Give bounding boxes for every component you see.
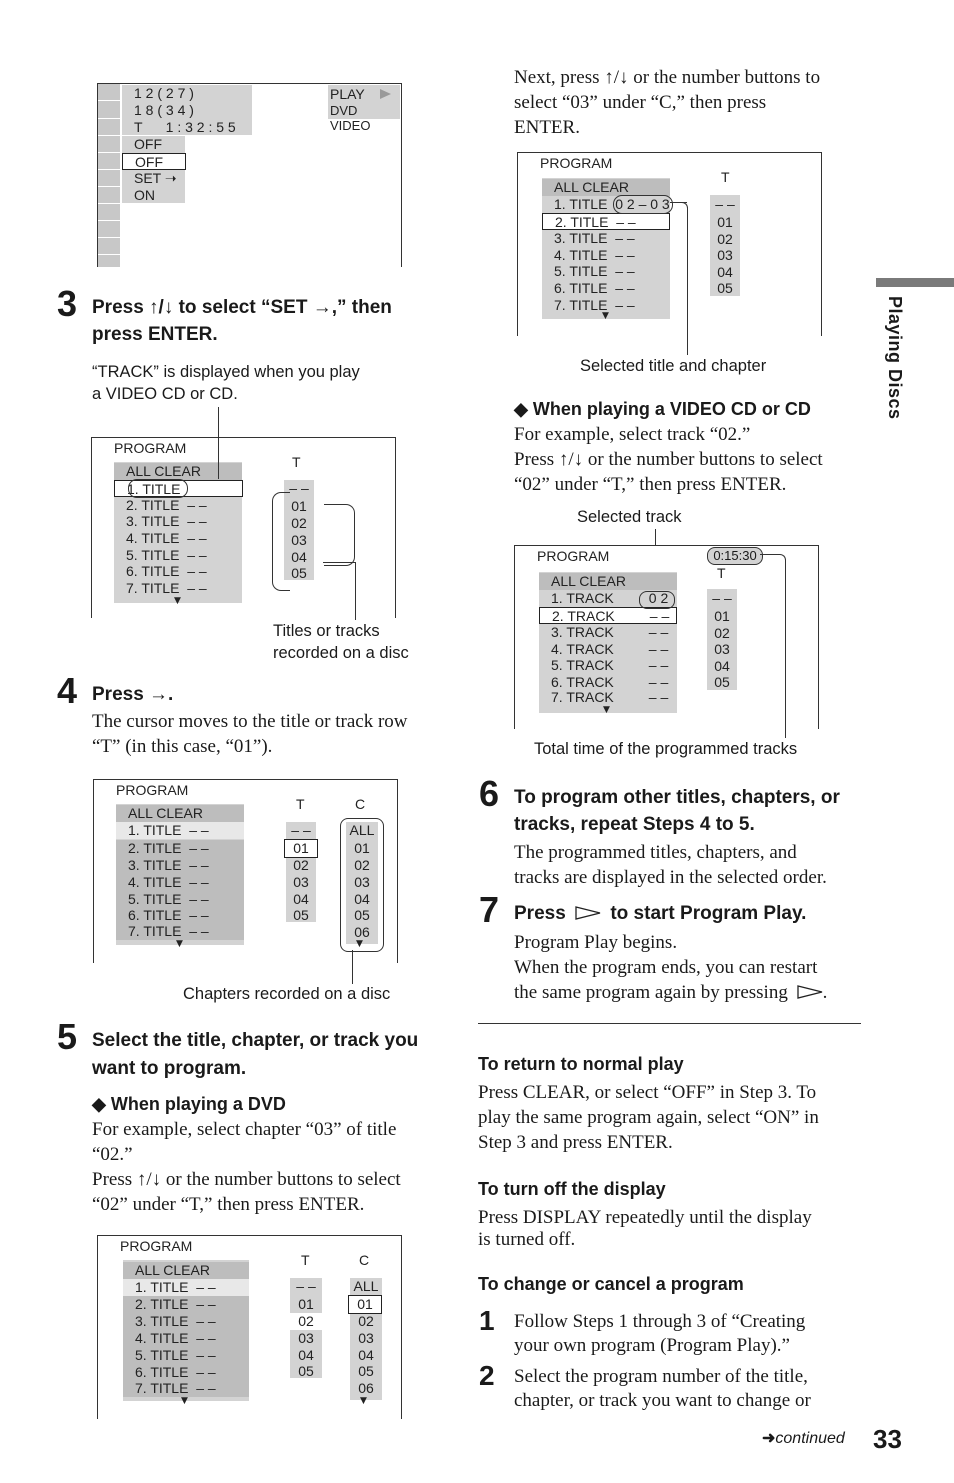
change-line1a: Follow Steps 1 through 3 of “Creating [514,1311,806,1332]
vcd-body-line1: For example, select track “02.” [514,424,751,445]
program-title: PROGRAM [537,548,610,564]
program-title: PROGRAM [116,782,189,798]
step6-body-line2: tracks are displayed in the selected order. [514,867,827,888]
info-row-on: ON [134,187,155,203]
icon-column [98,84,120,267]
program-title: PROGRAM [540,155,613,171]
caption-selected-track: Selected track [577,508,682,526]
t-value: 01 [298,1296,314,1312]
scroll-down-icon: ▼ [181,1396,188,1406]
play-icon [380,89,391,99]
caption-selected-title-chapter: Selected title and chapter [580,357,767,375]
program-row-5: 5. TITLE – – [116,891,244,908]
c-value: 01 [354,840,370,856]
all-clear-row: ALL CLEAR [542,179,670,196]
info-row-time: T 1 : 3 2 : 5 5 [134,119,236,135]
step-number-3: 3 [57,283,78,324]
program-row-6: 6. TITLE – – [554,280,635,296]
step5-heading-line2: want to program. [92,1058,247,1079]
c-value: 05 [358,1363,374,1379]
caption-chapters: Chapters recorded on a disc [183,985,391,1003]
change-line1b: your own program (Program Play).” [514,1335,790,1356]
program-row-4: 4. TITLE – – [554,247,635,263]
vcd-body-line3: “02” under “T,” then press ENTER. [514,474,787,495]
t-value: 05 [298,1363,314,1379]
t-value-selected: 01 [284,839,318,858]
program-row-2: 2. TITLE – – [126,497,207,513]
scroll-down-icon: ▼ [356,939,363,949]
program-title: PROGRAM [120,1238,193,1254]
step7-body-line3: the same program again by pressing . [514,982,828,1003]
c-value: 03 [358,1330,374,1346]
step-number-7: 7 [479,889,500,930]
all-clear-row: ALL CLEAR [123,1262,249,1279]
info-row-off-1: OFF [134,136,162,152]
program-row-3: 3. TITLE – – [116,857,244,874]
t-value: 04 [298,1347,314,1363]
program-row-6: 6. TITLE – – [116,907,244,924]
change-line2b: chapter, or track you want to change or [514,1390,811,1411]
program-row-1: 1. TITLE 0 2 – 0 3 [554,196,670,212]
program-row-4: 4. TRACK – – [551,641,669,657]
program-row-4: 4. TITLE – – [123,1330,249,1347]
c-value: 02 [358,1313,374,1329]
play-button-icon [575,906,601,920]
c-value: 05 [354,907,370,923]
program-row-2: 2. TITLE – – [116,840,244,857]
step5-heading-line1: Select the title, chapter, or track you [92,1030,419,1051]
program-title: PROGRAM [114,440,187,456]
t-value: 03 [714,641,730,657]
program-row-5: 5. TITLE – – [123,1347,249,1364]
program-row-7: 7. TRACK – – [551,689,669,705]
dvd-body-line4: “02” under “T,” then press ENTER. [92,1194,365,1215]
t-value: 03 [298,1330,314,1346]
next-line1: Next, press ↑/↓ or the number buttons to [514,67,821,88]
t-value: 01 [717,214,733,230]
program-screen-chapter-selected [517,152,822,336]
info-row-off-selected: OFF [122,153,186,170]
arrow-right-icon: ➝ [164,170,177,186]
t-dash: – – [296,1278,316,1294]
info-row-set: SET ➝ [134,170,177,186]
caption-total-time: Total time of the programmed tracks [534,740,798,758]
side-tab-bar [876,278,954,287]
return-normal-line3: Step 3 and press ENTER. [478,1132,673,1153]
program-row-3: 3. TRACK – – [551,624,669,640]
vcd-body-line2: Press ↑/↓ or the number buttons to select [514,449,823,470]
scroll-down-icon: ▼ [602,311,609,321]
t-header: T [292,454,301,470]
program-row-2: 2. TITLE – – [123,1296,249,1313]
turn-off-line2: is turned off. [478,1229,576,1250]
c-value: 06 [358,1380,374,1396]
change-cancel-heading: To change or cancel a program [478,1274,744,1294]
program-row-5: 5. TITLE – – [554,263,635,279]
program-row-3: 3. TITLE – – [126,513,207,529]
t-value: 04 [293,891,309,907]
program-row-1-selected: 1. TITLE [114,480,243,497]
t-header: T [721,169,730,185]
t-value: 05 [717,280,733,296]
t-value: 01 [714,608,730,624]
c-header: C [355,796,366,812]
t-dash: – – [712,590,732,606]
c-value: 04 [354,891,370,907]
step7-body-line1: Program Play begins. [514,932,678,953]
caption-titles-tracks-2: recorded on a disc [273,644,409,662]
t-value: 01 [291,498,307,514]
return-normal-line2: play the same program again, select “ON” in [478,1107,819,1128]
program-row-2-selected: 2. TRACK – – [539,607,677,624]
t-value: 04 [717,264,733,280]
t-value: 03 [293,874,309,890]
t-value: 02 [291,515,307,531]
step7-body-line2: When the program ends, you can restart [514,957,818,978]
section-divider [478,1023,861,1024]
all-clear-row: ALL CLEAR [539,573,677,590]
t-header: T [296,796,305,812]
step-number-4: 4 [57,670,78,711]
step3-note-line1: “TRACK” is displayed when you play [92,363,360,381]
scroll-down-icon: ▼ [176,939,183,949]
step6-heading-line1: To program other titles, chapters, or [514,787,840,808]
program-row-1: 1. TITLE – – [116,822,244,839]
caption-titles-tracks-1: Titles or tracks [273,622,380,640]
return-normal-heading: To return to normal play [478,1054,684,1074]
step4-body-line2: “T” (in this case, “01”). [92,736,273,757]
c-header: C [359,1252,370,1268]
total-time: 0:15:30 [707,547,763,565]
scroll-down-icon: ▼ [174,596,181,606]
program-row-6: 6. TRACK – – [551,674,669,690]
all-clear-row: ALL CLEAR [114,463,242,480]
t-value: 05 [293,907,309,923]
program-row-4: 4. TITLE – – [116,874,244,891]
scroll-down-icon: ▼ [603,705,610,715]
dvd-body-line2: “02.” [92,1144,133,1165]
step6-heading-line2: tracks, repeat Steps 4 to 5. [514,814,755,835]
program-row-1: 1. TITLE – – [123,1279,249,1296]
c-all: ALL [349,822,375,838]
page-number: 33 [873,1424,902,1454]
status-disc-type: DVD VIDEO [330,103,371,133]
arrow-right-icon: ➜ [762,1430,776,1447]
c-value: 06 [354,924,370,940]
vcd-subheading: ◆ When playing a VIDEO CD or CD [514,399,811,419]
dvd-body-line3: Press ↑/↓ or the number buttons to select [92,1169,401,1190]
t-value: 04 [291,549,307,565]
step-number-5: 5 [57,1016,78,1057]
c-value: 04 [358,1347,374,1363]
program-screen-step5-dvd [97,1235,402,1419]
turn-off-line1: Press DISPLAY repeatedly until the display [478,1207,812,1228]
t-header: T [301,1252,310,1268]
program-screen-step3 [91,437,396,618]
step3-heading-line2: press ENTER. [92,324,218,345]
turn-off-heading: To turn off the display [478,1179,666,1199]
side-tab-label: Playing Discs [885,296,905,420]
all-clear-row: ALL CLEAR [116,805,244,822]
control-bar-screen [97,83,402,267]
step6-body-line1: The programmed titles, chapters, and [514,842,797,863]
change-line2a: Select the program number of the title, [514,1366,808,1387]
next-line3: ENTER. [514,117,580,138]
step3-note-line2: a VIDEO CD or CD. [92,385,238,403]
t-dash: – – [715,196,735,212]
step7-heading: Press to start Program Play. [514,903,807,924]
t-value: 05 [291,565,307,581]
next-line2: select “03” under “C,” then press [514,92,767,113]
program-row-7: 7. TITLE – – [116,923,244,940]
scroll-down-icon: ▼ [360,1396,367,1406]
status-play: PLAY [330,86,365,102]
program-row-3: 3. TITLE – – [123,1313,249,1330]
continued-note: ➜continued [762,1430,845,1447]
t-value: 03 [291,532,307,548]
program-row-7: 7. TITLE – – [554,297,635,313]
t-value: 03 [717,247,733,263]
dvd-subheading: ◆ When playing a DVD [92,1094,286,1114]
t-value: 02 [293,857,309,873]
t-dash: – – [289,480,309,496]
c-value: 03 [354,874,370,890]
t-value-chosen: 02 [290,1313,322,1330]
program-row-7: 7. TITLE – – [123,1380,249,1397]
c-value-selected: 01 [348,1295,382,1314]
info-row-1: 1 2 ( 2 7 ) [134,85,194,101]
step4-heading: Press →. [92,684,174,705]
step-number-6: 6 [479,773,500,814]
program-row-6: 6. TITLE – – [126,563,207,579]
t-value: 05 [714,674,730,690]
program-row-5: 5. TRACK – – [551,657,669,673]
program-row-4: 4. TITLE – – [126,530,207,546]
info-row-2: 1 8 ( 3 4 ) [134,102,194,118]
step4-body-line1: The cursor moves to the title or track row [92,711,408,732]
t-header: T [717,565,726,581]
t-dash: – – [291,822,311,838]
play-button-icon [797,985,823,999]
program-screen-track [514,545,819,729]
program-row-5: 5. TITLE – – [126,547,207,563]
dvd-body-line1: For example, select chapter “03” of title [92,1119,397,1140]
substep-number-1: 1 [479,1305,495,1336]
t-value: 04 [714,658,730,674]
substep-number-2: 2 [479,1360,495,1391]
return-normal-line1: Press CLEAR, or select “OFF” in Step 3. To [478,1082,817,1103]
program-row-2-selected: 2. TITLE – – [542,213,670,230]
c-all: ALL [353,1278,379,1294]
c-value: 02 [354,857,370,873]
program-row-7: 7. TITLE – – [126,580,207,596]
step3-heading-line1: Press ↑/↓ to select “SET →,” then [92,297,392,318]
t-value: 02 [717,231,733,247]
program-row-3: 3. TITLE – – [554,230,635,246]
program-row-6: 6. TITLE – – [123,1364,249,1381]
t-value: 02 [714,625,730,641]
program-row-1: 1. TRACK 0 2 [551,590,669,606]
program-screen-step4 [93,779,398,963]
